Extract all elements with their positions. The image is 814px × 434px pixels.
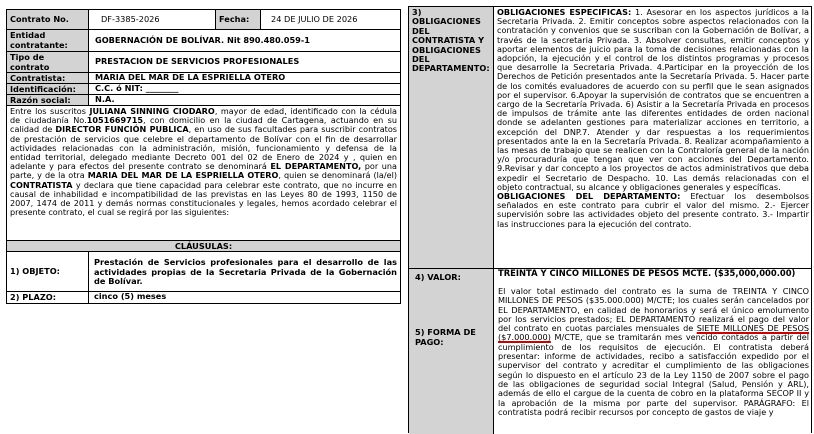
- forma-segment: M/CTE, que se tramitarán mes vencido contados a partir del cumplimiento de los requisitos de ejecución. El contratista deberá presentar: informe de actividades, recibo a satisfacción expedido por el supervisor del contrato y acreditar el cumplimiento de las obligaciones según lo dispuesto en el artículo 23 de la Ley 1150 de 2007 sobre el pago de las obligaciones de seguridad social Integral (Salud, Pensión y ARL), además de ello el cargue de la cuenta de cobro en la plataforma SECOP II y la aprobación de la misma por parte del supervisor. PARÁGRAFO: El contratista podrá recibir recursos por concepto de gastos de viaje y: [498, 332, 809, 417]
- intro-segment: 1051669715: [86, 115, 144, 126]
- tipo-label: Tipo de contrato: [7, 52, 89, 73]
- obligaciones-label: 3) OBLIGACIONES DEL CONTRATISTA Y OBLIGACIONES DEL DEPARTAMENTO:: [409, 7, 494, 269]
- obligaciones-segment: Efectuar los desembolsos señalados en este contrato para cubrir el valor del mismo. 2.- Ejercer supervisión sobre las actividades objeto del presente contrato. 3.- Impartir las instrucciones para la ejecución del contrato.: [497, 191, 810, 229]
- left-contract-panel: [6, 9, 401, 304]
- forma-segment: El valor total estimado del contrato es la suma de TREINTA Y CINCO MILLONES DE PESOS ($35.000.000) M/CTE; los cuales serán cancelados por EL DEPARTAMENTO, en calidad de honorarios y será el único emolumento por los servicios prestados; EL DEPARTAMENTO realizará el pago del valor del contrato en cuotas parciales mensuales de: [498, 287, 809, 334]
- contrato-value: DF-3385-2026: [89, 10, 216, 30]
- valor-value: TREINTA Y CINCO MILLONES DE PESOS MCTE. ($35,000,000.00): [498, 269, 796, 278]
- fecha-value: 24 DE JULIO DE 2026: [261, 10, 400, 30]
- intro-segment: , mayor de edad, identificado con la cédula de ciudadanía No.: [10, 106, 398, 126]
- plazo-value: cinco (5) meses: [94, 292, 167, 301]
- obligaciones-text: [494, 7, 811, 269]
- intro-segment: , quien se denominará (la/el): [278, 170, 398, 181]
- plazo-label: 2) PLAZO:: [7, 292, 89, 303]
- fecha-label: Fecha:: [216, 10, 261, 30]
- intro-segment: MARIA DEL MAR DE LA ESPRIELLA OTERO: [87, 170, 279, 181]
- forma-segment: SIETE MILLONES DE PESOS ($7.000.000): [498, 323, 810, 343]
- objeto-label: 1) OBJETO:: [7, 252, 89, 292]
- intro-segment: Entre los suscritos: [10, 106, 90, 116]
- intro-segment: y declara que tiene capacidad para celebrar este contrato, que no incurre en causal de inhabilidad e incompatibilidad de las previstas en las Leyes 80 de 1993, 1150 de 2007, 1474 de 2011 y demás normas constitucionales y legales, hemos acordado celebrar el presente contrato, el cual se regirá por las siguientes:: [10, 179, 397, 218]
- intro-segment: por una parte, y de la otra: [10, 161, 397, 181]
- intro-segment: DIRECTOR FUNCIÓN PUBLICA: [55, 124, 189, 135]
- contrato-label: Contrato No.: [7, 10, 89, 30]
- valor-label: 4) VALOR:: [409, 269, 494, 287]
- objeto-value: Prestación de Servicios profesionales para el desarrollo de las actividades propias de la Secretaria Privada de la Gobernación de Bolívar.: [89, 252, 400, 292]
- obligaciones-segment: 1. Asesorar en los aspectos jurídicos a la Secretaria Privada. 2. Emitir conceptos sobre aspectos relacionados con la contratación y convenios que se suscriban con la Gobernación de Bolívar, a través de la secretaria Privada. 3. Absolver consultas, emitir conceptos y aportar elementos de juicio para la toma de decisiones relacionadas con la adopción, la ejecución y el control de los distintos programas y procesos que desarrolle la Secretaria Privada. 4.Participar en la proyección de los Derechos de Petición presentados ante la Secretaría Privada. 5. Hacer parte de los comités evaluadores de acuerdo con su perfil que le sean asignados por el supervisor. 6.Apoyar la supervisión de contratos que se encuentren a cargo de la Secretaría Privada. 6) Asistir a la Secretaría Privada en procesos de impulsos de trámite ante las diferentes entidades de orden nacional donde se adelanten gestiones para materializar acciones en territorio, a excepción del DNP.7. Atender y dar respuestas a los requerimientos presentados ante la en la Secretaría Privada. 8. Realizar acompañamiento a las mesas de trabajo que se realicen con la Contraloría general de la nación y/o procuraduría que tengan que ver con acciones del Departamento. 9.Revisar y dar concepto a los proyectos de actos administrativos que deba expedir el Secretario de Despacho. 10. Las demás relacionadas con el objeto contractual, su alcance y obligaciones generales y específicas.: [497, 7, 809, 192]
- obligaciones-segment: OBLIGACIONES DEL DEPARTAMENTO:: [497, 191, 681, 202]
- entidad-label: Entidad contratante:: [7, 30, 89, 52]
- right-contract-panel: [408, 6, 812, 433]
- contratista-label: Contratista:: [7, 73, 89, 84]
- tipo-value: PRESTACION DE SERVICIOS PROFESIONALES: [89, 52, 400, 73]
- intro-segment: , en uso de sus facultades para suscribir contratos de prestación de servicios que celebre el departamento de Bolívar con el fin de desarrollar actividades relacionadas con la administración, misión, funcionamiento y defensa de la entidad territorial, delegado mediante Decreto 001 del 02 de Enero de 2024 y , quien en adelante y para efectos del presente contrato se denominará: [10, 124, 398, 172]
- contratista-value: MARIA DEL MAR DE LA ESPRIELLA OTERO: [89, 73, 400, 84]
- clausulas-heading: CLÁUSULAS:: [7, 240, 400, 252]
- intro-paragraph: [7, 106, 400, 240]
- razon-label: Razón social:: [7, 95, 89, 106]
- identificacion-value: C.C. ó NIT: ________: [89, 84, 400, 95]
- intro-segment: , con domicilio en la ciudad de Cartagena, actuando en su calidad de: [10, 115, 398, 135]
- forma-text: [494, 287, 811, 434]
- intro-segment: JULIANA SINNING CIODARO: [89, 106, 215, 116]
- obligaciones-segment: OBLIGACIONES ESPECIFICAS:: [497, 7, 632, 17]
- intro-segment: CONTRATISTA: [10, 179, 73, 190]
- identificacion-label: Identificación:: [7, 84, 89, 95]
- forma-label: 5) FORMA DE PAGO:: [409, 287, 494, 434]
- razon-value: N.A.: [89, 95, 400, 106]
- entidad-value: GOBERNACIÓN DE BOLÍVAR. Nit 890.480.059-1: [89, 30, 400, 52]
- intro-segment: EL DEPARTAMENTO,: [270, 161, 362, 172]
